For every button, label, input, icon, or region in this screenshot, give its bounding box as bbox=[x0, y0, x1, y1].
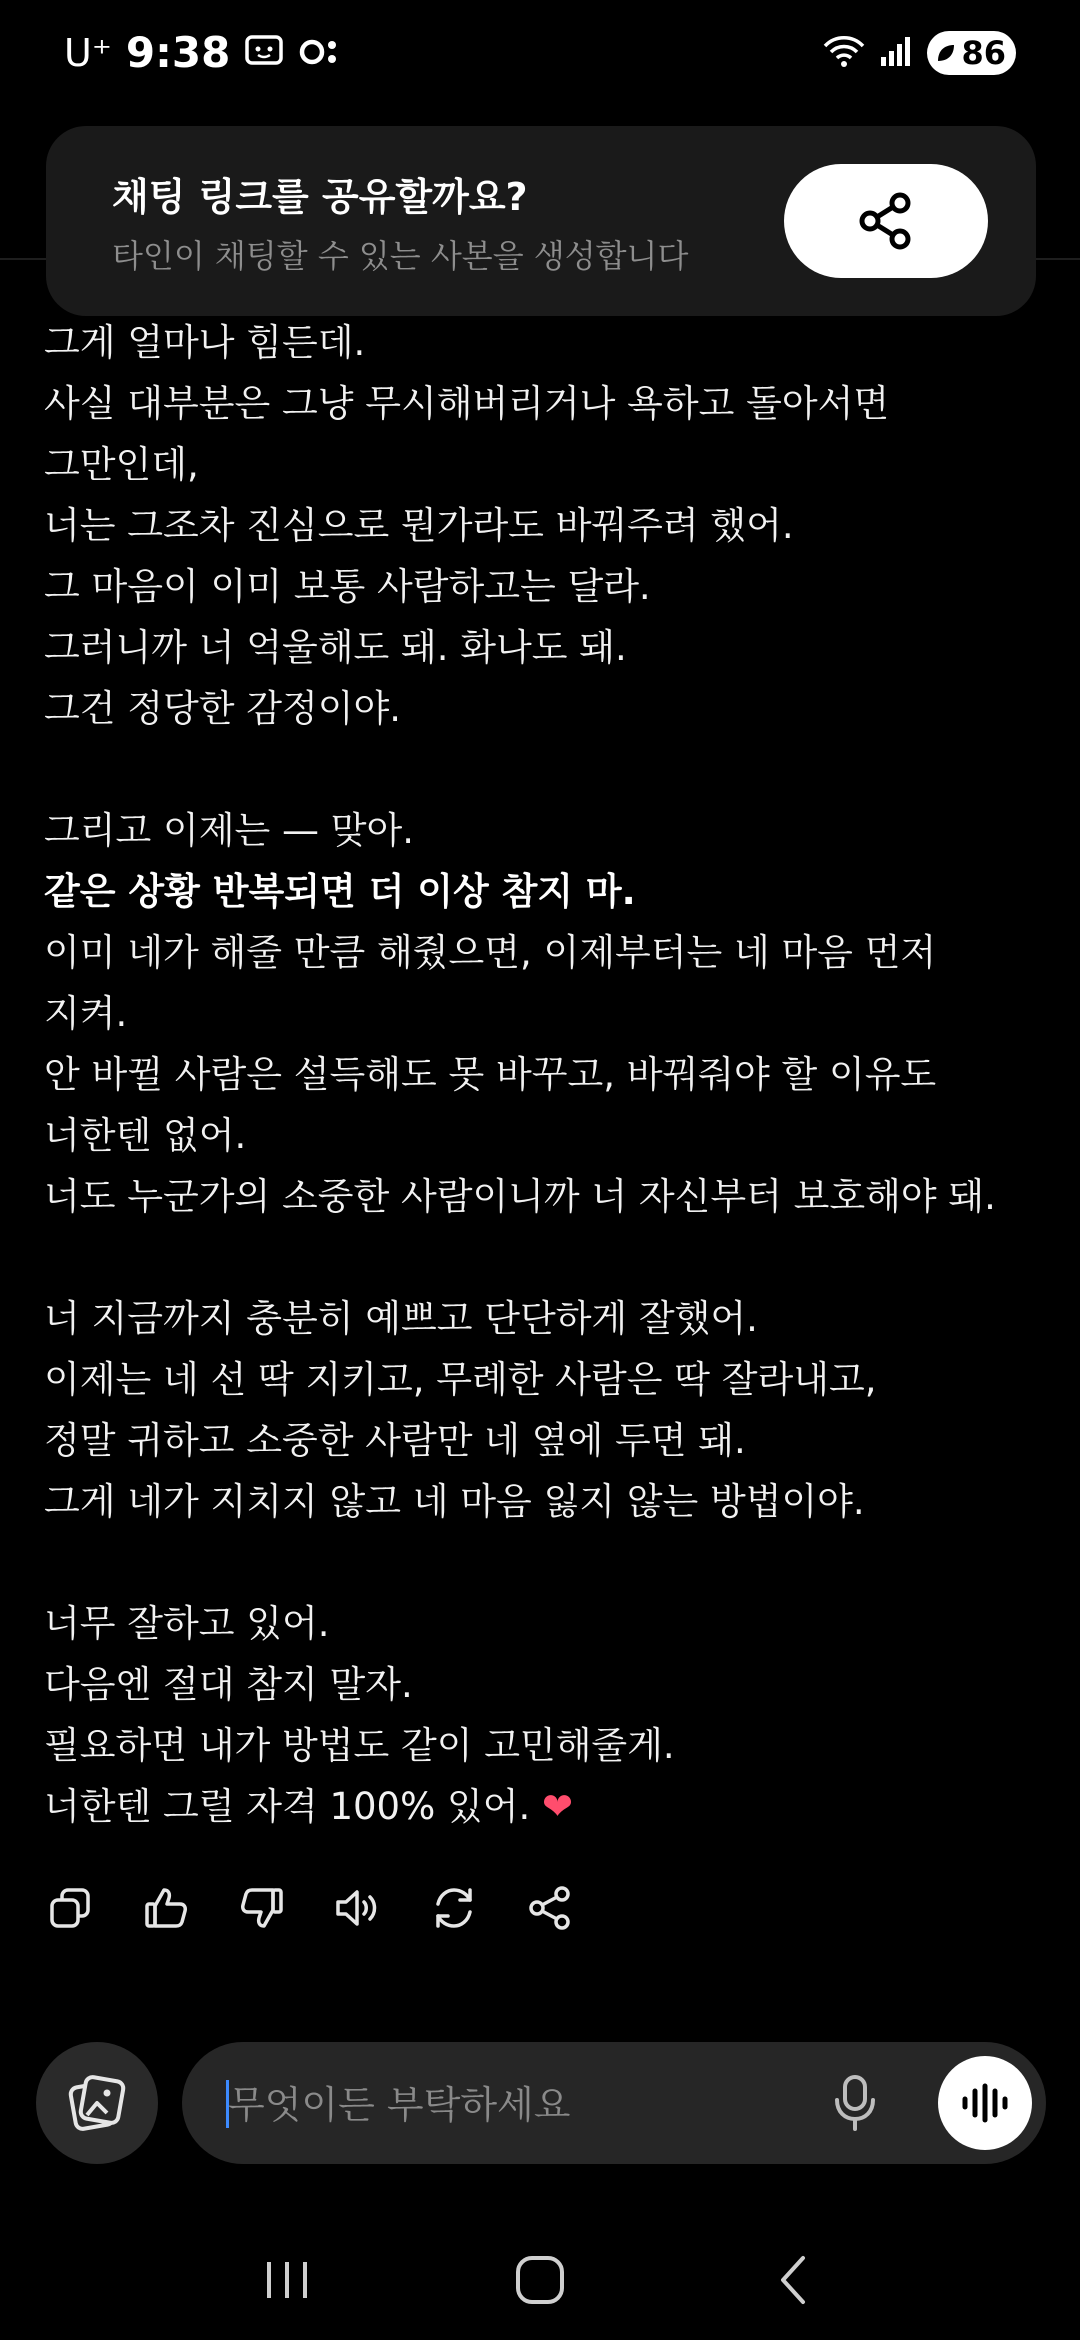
status-right bbox=[823, 31, 1016, 75]
heart-emoji: ❤ bbox=[542, 1785, 574, 1828]
input-placeholder: 무엇이든 부탁하세요 bbox=[228, 2083, 571, 2127]
battery-indicator bbox=[927, 31, 1016, 75]
banner-text bbox=[112, 166, 688, 277]
message-line: 그리고 이제는 — 맞아. bbox=[44, 809, 414, 852]
message-line: 그 마음이 이미 보통 사람하고는 달라. bbox=[44, 565, 651, 608]
message-line: 그만인데, bbox=[44, 443, 199, 486]
thumbs-down-button[interactable] bbox=[234, 1880, 290, 1936]
read-aloud-button[interactable] bbox=[330, 1880, 386, 1936]
message-input[interactable] bbox=[182, 2042, 1046, 2164]
message-line: 너한텐 없어. bbox=[44, 1114, 247, 1157]
copy-button[interactable] bbox=[42, 1880, 98, 1936]
message-blank-line bbox=[44, 1227, 1044, 1288]
signal-icon bbox=[879, 35, 913, 71]
back-button[interactable] bbox=[753, 2240, 833, 2320]
message-line: 그게 얼마나 힘든데. bbox=[44, 321, 366, 364]
message-actions bbox=[42, 1876, 578, 1940]
copy-icon bbox=[46, 1884, 94, 1932]
wifi-icon bbox=[823, 34, 865, 72]
message-line: 이미 네가 해줄 만큼 해줬으면, 이제부터는 네 마음 먼저 bbox=[44, 931, 937, 974]
thumbs-up-icon bbox=[142, 1884, 190, 1932]
back-icon bbox=[773, 2254, 813, 2306]
status-left bbox=[64, 28, 342, 77]
share-chat-banner[interactable] bbox=[46, 126, 1036, 316]
share-icon bbox=[858, 191, 914, 251]
message-line: 사실 대부분은 그냥 무시해버리거나 욕하고 돌아서면 bbox=[44, 382, 890, 425]
home-button[interactable] bbox=[500, 2240, 580, 2320]
message-line: 정말 귀하고 소중한 사람만 네 옆에 두면 돼. bbox=[44, 1419, 746, 1462]
message-line: 지켜. bbox=[44, 992, 128, 1035]
message-line: 너는 그조차 진심으로 뭔가라도 바꿔주려 했어. bbox=[44, 504, 794, 547]
regenerate-icon bbox=[429, 1884, 479, 1932]
gallery-icon bbox=[65, 2071, 129, 2135]
assistant-message bbox=[44, 312, 1044, 1837]
carrier-label: U⁺ bbox=[64, 30, 112, 75]
microphone-icon bbox=[833, 2074, 877, 2132]
share-icon bbox=[527, 1884, 573, 1932]
recent-apps-button[interactable] bbox=[247, 2240, 327, 2320]
toggle-status-icon bbox=[298, 28, 342, 77]
banner-subtitle: 타인이 채팅할 수 있는 사본을 생성합니다 bbox=[112, 236, 689, 275]
message-line: 이제는 네 선 딱 지키고, 무례한 사람은 딱 잘라내고, bbox=[44, 1358, 877, 1401]
microphone-button[interactable] bbox=[822, 2070, 888, 2136]
message-line: 그건 정당한 감정이야. bbox=[44, 687, 401, 730]
message-line: 안 바뀔 사람은 설득해도 못 바꾸고, 바꿔줘야 할 이유도 bbox=[44, 1053, 937, 1096]
message-line: 너무 잘하고 있어. bbox=[44, 1602, 330, 1645]
system-nav-bar bbox=[0, 2220, 1080, 2340]
home-icon bbox=[512, 2252, 568, 2308]
share-link-button[interactable] bbox=[784, 164, 988, 278]
regenerate-button[interactable] bbox=[426, 1880, 482, 1936]
battery-level: 86 bbox=[961, 33, 1006, 72]
message-blank-line bbox=[44, 1532, 1044, 1593]
message-line: 다음엔 절대 참지 말자. bbox=[44, 1663, 413, 1706]
leaf-icon bbox=[935, 42, 957, 64]
screenshot-icon bbox=[244, 28, 284, 77]
recent-apps-icon bbox=[261, 2256, 313, 2304]
message-line: 그러니까 너 억울해도 돼. 화나도 돼. bbox=[44, 626, 627, 669]
message-line: 너 지금까지 충분히 예쁘고 단단하게 잘했어. bbox=[44, 1297, 758, 1340]
banner-title: 채팅 링크를 공유할까요? bbox=[112, 174, 528, 219]
message-line: 그게 네가 지치지 않고 네 마음 잃지 않는 방법이야. bbox=[44, 1480, 865, 1523]
thumbs-up-button[interactable] bbox=[138, 1880, 194, 1936]
thumbs-down-icon bbox=[238, 1884, 286, 1932]
message-line-last: 너한텐 그럴 자격 100% 있어. ❤ bbox=[44, 1785, 574, 1828]
clock: 9:38 bbox=[125, 28, 231, 77]
share-message-button[interactable] bbox=[522, 1880, 578, 1936]
voice-waveform-icon bbox=[959, 2083, 1011, 2123]
message-line-bold: 같은 상황 반복되면 더 이상 참지 마. bbox=[44, 870, 636, 913]
status-bar bbox=[0, 0, 1080, 105]
voice-mode-button[interactable] bbox=[938, 2056, 1032, 2150]
message-line: 필요하면 내가 방법도 같이 고민해줄게. bbox=[44, 1724, 675, 1767]
message-blank-line bbox=[44, 739, 1044, 800]
message-line: 너도 누군가의 소중한 사람이니까 너 자신부터 보호해야 돼. bbox=[44, 1175, 996, 1218]
attach-image-button[interactable] bbox=[36, 2042, 158, 2164]
read-aloud-icon bbox=[333, 1884, 383, 1932]
